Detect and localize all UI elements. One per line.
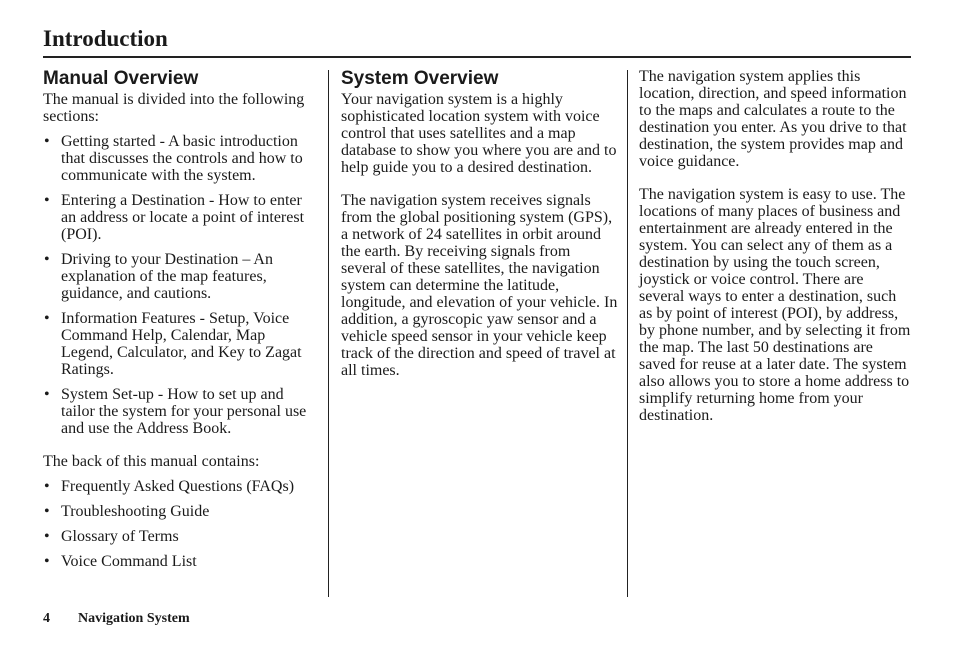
system-overview-column bbox=[341, 68, 618, 379]
page-number: 4 bbox=[43, 611, 50, 626]
system-overview-paragraph: The navigation system receives signals from the global positioning system (GPS), a network of 24 satellites in orbit around the earth. By receiving signals from several of these satellites, the navigation system can determine the latitude, longitude, and elevation of your vehicle. In addition, a gyroscopic yaw sensor and a vehicle speed sensor in your vehicle keep track of the direction and speed of travel at all times. bbox=[341, 192, 618, 379]
column-divider bbox=[328, 70, 329, 597]
list-item: • Frequently Asked Questions (FAQs) bbox=[43, 478, 318, 495]
list-item: • Driving to your Destination – An explanation of the map features, guidance, and cautions. bbox=[43, 251, 318, 302]
system-overview-paragraph: Your navigation system is a highly sophisticated location system with voice control that uses satellites and a map database to show you where you are and to help guide you to a desired destination. bbox=[341, 91, 617, 176]
manual-sections-list bbox=[43, 133, 318, 437]
list-item: • Voice Command List bbox=[43, 553, 318, 570]
manual-overview-column bbox=[43, 68, 318, 570]
list-item: • Troubleshooting Guide bbox=[43, 503, 318, 520]
column-divider bbox=[627, 70, 628, 597]
manual-overview-heading: Manual Overview bbox=[43, 68, 199, 89]
system-details-paragraph: The navigation system applies this location, direction, and speed information to the maps and calculates a route to the destination you enter. As you drive to that destination, the system provides map and voice guidance. bbox=[639, 68, 907, 170]
page-footer bbox=[43, 610, 190, 627]
header-rule bbox=[43, 56, 911, 58]
back-contents-list bbox=[43, 478, 318, 570]
system-details-paragraph: The navigation system is easy to use. The locations of many places of business and entertainment are already entered in the system. You can select any of them as a destination by using the touch screen, joystick or voice control. There are several ways to enter a destination, such as by point of interest (POI), by address, by phone number, and by selecting it from the map. The last 50 destinations are saved for reuse at a later date. The system also allows you to store a home address to simplify returning home from your destination. bbox=[639, 186, 911, 424]
page-title: Introduction bbox=[43, 26, 168, 51]
system-details-column bbox=[639, 68, 911, 424]
list-item: • Glossary of Terms bbox=[43, 528, 318, 545]
manual-overview-intro: The manual is divided into the following sections: bbox=[43, 91, 305, 125]
list-item: • Entering a Destination - How to enter an address or locate a point of interest (POI). bbox=[43, 192, 318, 243]
list-item: • Information Features - Setup, Voice Command Help, Calendar, Map Legend, Calculator, and Key to Zagat Ratings. bbox=[43, 310, 318, 378]
back-contents-intro: The back of this manual contains: bbox=[43, 453, 260, 470]
system-overview-heading: System Overview bbox=[341, 68, 499, 89]
footer-label: Navigation System bbox=[78, 611, 190, 626]
list-item: • System Set-up - How to set up and tailor the system for your personal use and use the Address Book. bbox=[43, 386, 318, 437]
list-item: • Getting started - A basic introduction that discusses the controls and how to communicate with the system. bbox=[43, 133, 318, 184]
